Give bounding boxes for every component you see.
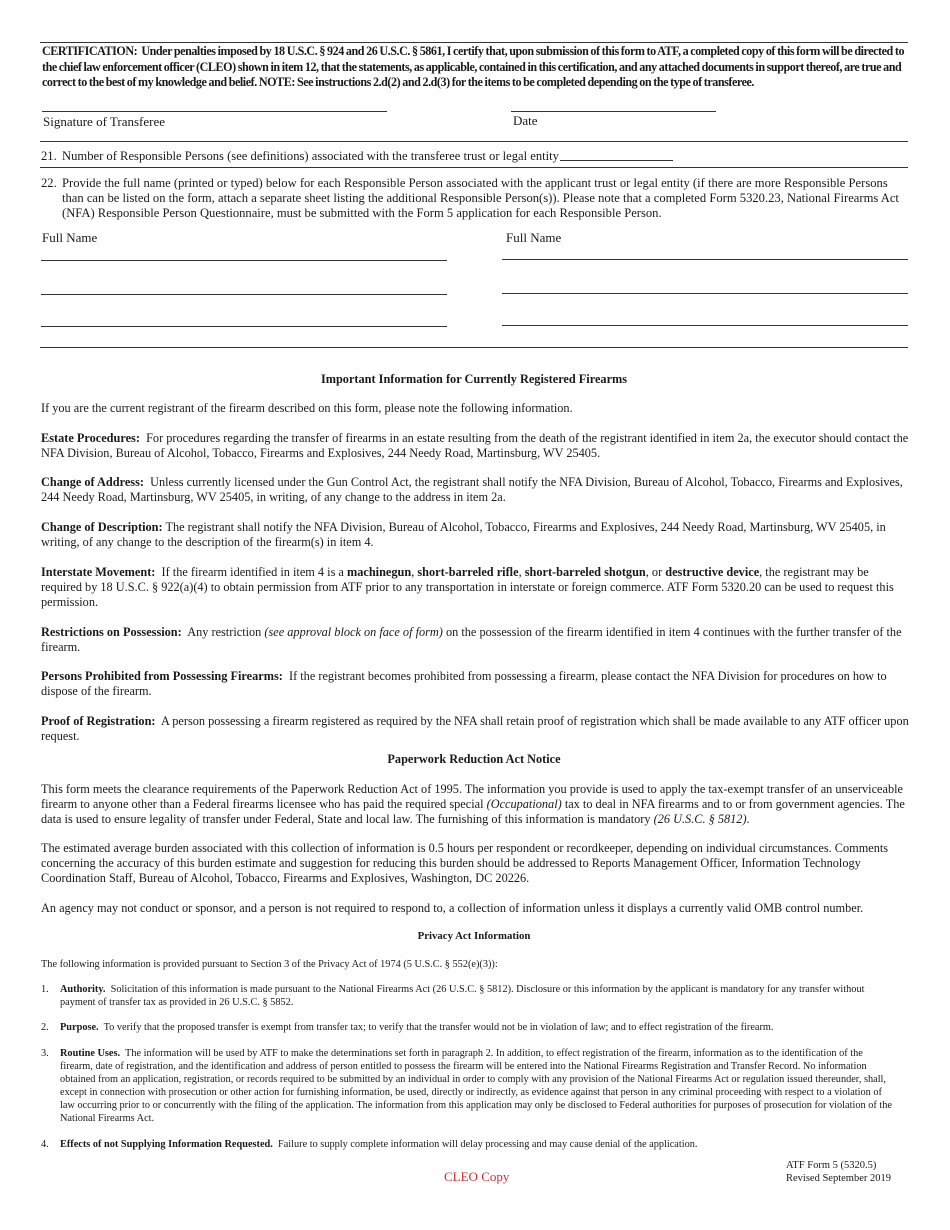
important-info-title: Important Information for Currently Registered Firearms bbox=[320, 372, 628, 386]
proof-of-registration bbox=[41, 714, 909, 744]
prohibited-text: If the registrant becomes prohibited from possessing a firearm, please contact the NFA Division for procedures on how to dispose of the firearm. bbox=[41, 669, 887, 698]
divider bbox=[40, 141, 908, 142]
paperwork-title: Paperwork Reduction Act Notice bbox=[387, 752, 561, 766]
interstate-or: , or bbox=[645, 565, 663, 579]
signature-line[interactable] bbox=[42, 111, 387, 112]
copy-designation: CLEO Copy bbox=[444, 1169, 510, 1184]
persons-prohibited bbox=[41, 669, 909, 699]
privacy-item-number: 3. bbox=[41, 1048, 49, 1059]
privacy-item-text: Solicitation of this information is made pursuant to the National Firearms Act (26 U.S.C. § 5812). Disclosure or this information by the applicant is mandatory for any transfer without payment of transfer tax as provided in 26 U.S.C. § 5852. bbox=[60, 984, 865, 1008]
full-name-field[interactable] bbox=[502, 293, 908, 294]
interstate-label: Interstate Movement: bbox=[41, 565, 156, 579]
responsible-count-field[interactable] bbox=[560, 160, 673, 161]
top-rule bbox=[40, 42, 908, 43]
term-sbs: short-barreled shotgun bbox=[524, 565, 646, 579]
date-line[interactable] bbox=[511, 111, 716, 112]
full-name-field[interactable] bbox=[502, 259, 908, 260]
change-of-address bbox=[41, 475, 909, 505]
privacy-item-number: 1. bbox=[41, 984, 49, 995]
form-id: ATF Form 5 (5320.5) bbox=[786, 1160, 877, 1171]
certification-text: Under penalties imposed by 18 U.S.C. § 924 and 26 U.S.C. § 5861, I certify that, upon submission of this form to ATF, a completed copy of this form will be directed to the chief law enforcement officer (CLEO) shown in item 12, that the statements, as applicable, contained in this certification, and any attached documents in support thereof, are true and correct to the best of my knowledge and belief. NOTE: See instructions 2.d(2) and 2.d(3) for the items to be completed depending on the type of transferee. bbox=[42, 44, 905, 90]
privacy-item-label: Purpose. bbox=[60, 1022, 99, 1033]
description-text: The registrant shall notify the NFA Division, Bureau of Alcohol, Tobacco, Firearms and Explosives, 244 Needy Road, Martinsburg, WV 25405, in writing, of any change to the description of the firearm(s) in item 4. bbox=[41, 520, 886, 549]
proof-label: Proof of Registration: bbox=[41, 714, 156, 728]
privacy-item-label: Effects of not Supplying Information Requested. bbox=[60, 1139, 273, 1150]
privacy-item bbox=[41, 983, 891, 1009]
address-label: Change of Address: bbox=[41, 475, 144, 489]
privacy-item-number: 2. bbox=[41, 1022, 49, 1033]
form-revision: Revised September 2019 bbox=[786, 1173, 891, 1184]
full-name-field[interactable] bbox=[502, 325, 908, 326]
section-bottom-rule bbox=[40, 347, 908, 348]
privacy-item-text: To verify that the proposed transfer is exempt from transfer tax; to verify that the transfer would not be in violation of law; and to effect registration of the firearm. bbox=[103, 1022, 774, 1033]
paperwork-p1-italic-2: (26 U.S.C. § 5812) bbox=[653, 812, 747, 826]
full-name-field[interactable] bbox=[41, 294, 447, 295]
paperwork-paragraph-1 bbox=[41, 782, 909, 827]
restrictions-post: on the possession of the firearm identified in item 4 continues with the further transfer of the firearm. bbox=[41, 625, 902, 654]
important-info-intro: If you are the current registrant of the firearm described on this form, please note the following information. bbox=[41, 401, 573, 415]
privacy-item-label: Routine Uses. bbox=[60, 1048, 121, 1059]
privacy-item-text: Failure to supply complete information will delay processing and may cause denial of the application. bbox=[277, 1139, 698, 1150]
privacy-item bbox=[41, 1138, 891, 1151]
estate-label: Estate Procedures: bbox=[41, 431, 140, 445]
change-of-description bbox=[41, 520, 909, 550]
privacy-item bbox=[41, 1021, 891, 1034]
term-dd: destructive device bbox=[665, 565, 760, 579]
full-name-field[interactable] bbox=[41, 260, 447, 261]
privacy-item-number: 4. bbox=[41, 1139, 49, 1150]
item-22-text: Provide the full name (printed or typed) below for each Responsible Person associated with the applicant trust or legal entity (if there are more Responsible Persons than can be listed on the form, attach a separate sheet listing the additional Responsible Person(s)). Please note that a completed Form 5320.23, National Firearms Act (NFA) Responsible Person Questionnaire, must be submitted with the Form 5 application for each Responsible Person. bbox=[62, 176, 899, 220]
item-21-number: 21. bbox=[41, 149, 57, 163]
restrictions-on-possession bbox=[41, 625, 909, 655]
privacy-intro: The following information is provided pursuant to Section 3 of the Privacy Act of 1974 (5 U.S.C. § 552(e)(3)): bbox=[41, 959, 498, 970]
interstate-pre: If the firearm identified in item 4 is a bbox=[161, 565, 344, 579]
full-name-label-right: Full Name bbox=[506, 230, 562, 245]
interstate-movement: Interstate Movement: If the firearm identified in item 4 is a machinegun, short-barreled rifle, short-barreled shotgun, or destructive device, the registrant may be required by 18 U.S.C. § 922(a)(4) to obtain permission from ATF prior to any transportation in interstate or foreign commerce. ATF Form 5320.20 can be used to request this permission. bbox=[41, 565, 894, 609]
full-name-field[interactable] bbox=[41, 326, 447, 327]
item-22-number: 22. bbox=[41, 176, 57, 190]
privacy-item-text: The information will be used by ATF to make the determinations set forth in paragraph 2. In addition, to effect registration of the firearm, information as to the identification of the firearm, date of registration, and the identification and address of person entitled to possess the firearm will be entered into the National Firearms Registration and Transfer Record. No information obtained from an application, registration, or records required to be submitted by an individual in order to comply with any provision of the National Firearms Act or regulation issued thereunder, shall, except in connection with prosecution or other action for furnishing information, be used, directly or indirectly, as evidence against that person in any criminal proceeding with respect to a violation of law occurring prior to or concurrently with the filing of the application. The information from this application may only be disclosed to Federal authorities for purposes of prosecution for violation of the National Firearms Act. bbox=[60, 1048, 892, 1124]
restrictions-label: Restrictions on Possession: bbox=[41, 625, 182, 639]
privacy-title: Privacy Act Information bbox=[417, 930, 531, 942]
paperwork-p1-end: . bbox=[746, 812, 750, 826]
address-text: Unless currently licensed under the Gun Control Act, the registrant shall notify the NFA Division, Bureau of Alcohol, Tobacco, Firearms and Explosives, 244 Needy Road, Martinsburg, WV 25405, in writing, of any change to the address in item 2a. bbox=[41, 475, 903, 504]
interstate-post: , the registrant may be required by 18 U.S.C. § 922(a)(4) to obtain permission from ATF prior to any transportation in interstate or foreign commerce. ATF Form 5320.20 can be used to request this permission. bbox=[41, 565, 894, 609]
estate-text: For procedures regarding the transfer of firearms in an estate resulting from the death of the registrant identified in item 2a, the executor should contact the NFA Division, Bureau of Alcohol, Tobacco, Firearms and Explosives, 244 Needy Road, Martinsburg, WV 25405. bbox=[41, 431, 909, 460]
term-machinegun: machinegun bbox=[346, 565, 412, 579]
estate-procedures bbox=[41, 431, 909, 461]
privacy-item bbox=[41, 1047, 891, 1125]
item-21 bbox=[41, 149, 907, 165]
item-22 bbox=[41, 176, 909, 222]
paperwork-p1-pre: This form meets the clearance requirements of the Paperwork Reduction Act of 1995. The information you provide is used to apply the tax-exempt transfer of an unserviceable firearm to anyone other than a Federal firearms licensee who has paid the required special bbox=[41, 782, 903, 811]
full-name-label-left: Full Name bbox=[42, 230, 98, 245]
restrictions-italic: (see approval block on face of form) bbox=[264, 625, 443, 639]
description-label: Change of Description: bbox=[41, 520, 163, 534]
date-label: Date bbox=[513, 113, 538, 128]
paperwork-paragraph-3: An agency may not conduct or sponsor, and a person is not required to respond to, a collection of information unless it displays a currently valid OMB control number. bbox=[41, 901, 864, 915]
privacy-item-label: Authority. bbox=[60, 984, 106, 995]
paperwork-p1-mid: tax to deal in NFA firearms and to or from government agencies. The data is used to ensure legality of transfer under Federal, State and local law. The furnishing of this information is mandatory bbox=[41, 797, 905, 826]
term-sbr: short-barreled rifle bbox=[417, 565, 519, 579]
certification-block bbox=[42, 44, 908, 91]
restrictions-pre: Any restriction bbox=[187, 625, 262, 639]
proof-text: A person possessing a firearm registered as required by the NFA shall retain proof of registration which shall be made available to any ATF officer upon request. bbox=[41, 714, 909, 743]
prohibited-label: Persons Prohibited from Possessing Firearms: bbox=[41, 669, 283, 683]
divider bbox=[40, 167, 908, 168]
signature-label: Signature of Transferee bbox=[43, 114, 166, 129]
paperwork-p1-italic-1: (Occupational) bbox=[486, 797, 562, 811]
paperwork-paragraph-2: The estimated average burden associated with this collection of information is 0.5 hours per respondent or recordkeeper, depending on individual circumstances. Comments concerning the accuracy of this burden estimate and suggestion for reducing this burden should be addressed to Reports Management Officer, Information Technology Coordination Staff, Bureau of Alcohol, Tobacco, Firearms and Explosives, Washington, DC 20226. bbox=[41, 841, 889, 885]
certification-label: CERTIFICATION: bbox=[42, 44, 138, 58]
item-21-text: Number of Responsible Persons (see definitions) associated with the transferee trust or legal entity bbox=[62, 149, 559, 163]
